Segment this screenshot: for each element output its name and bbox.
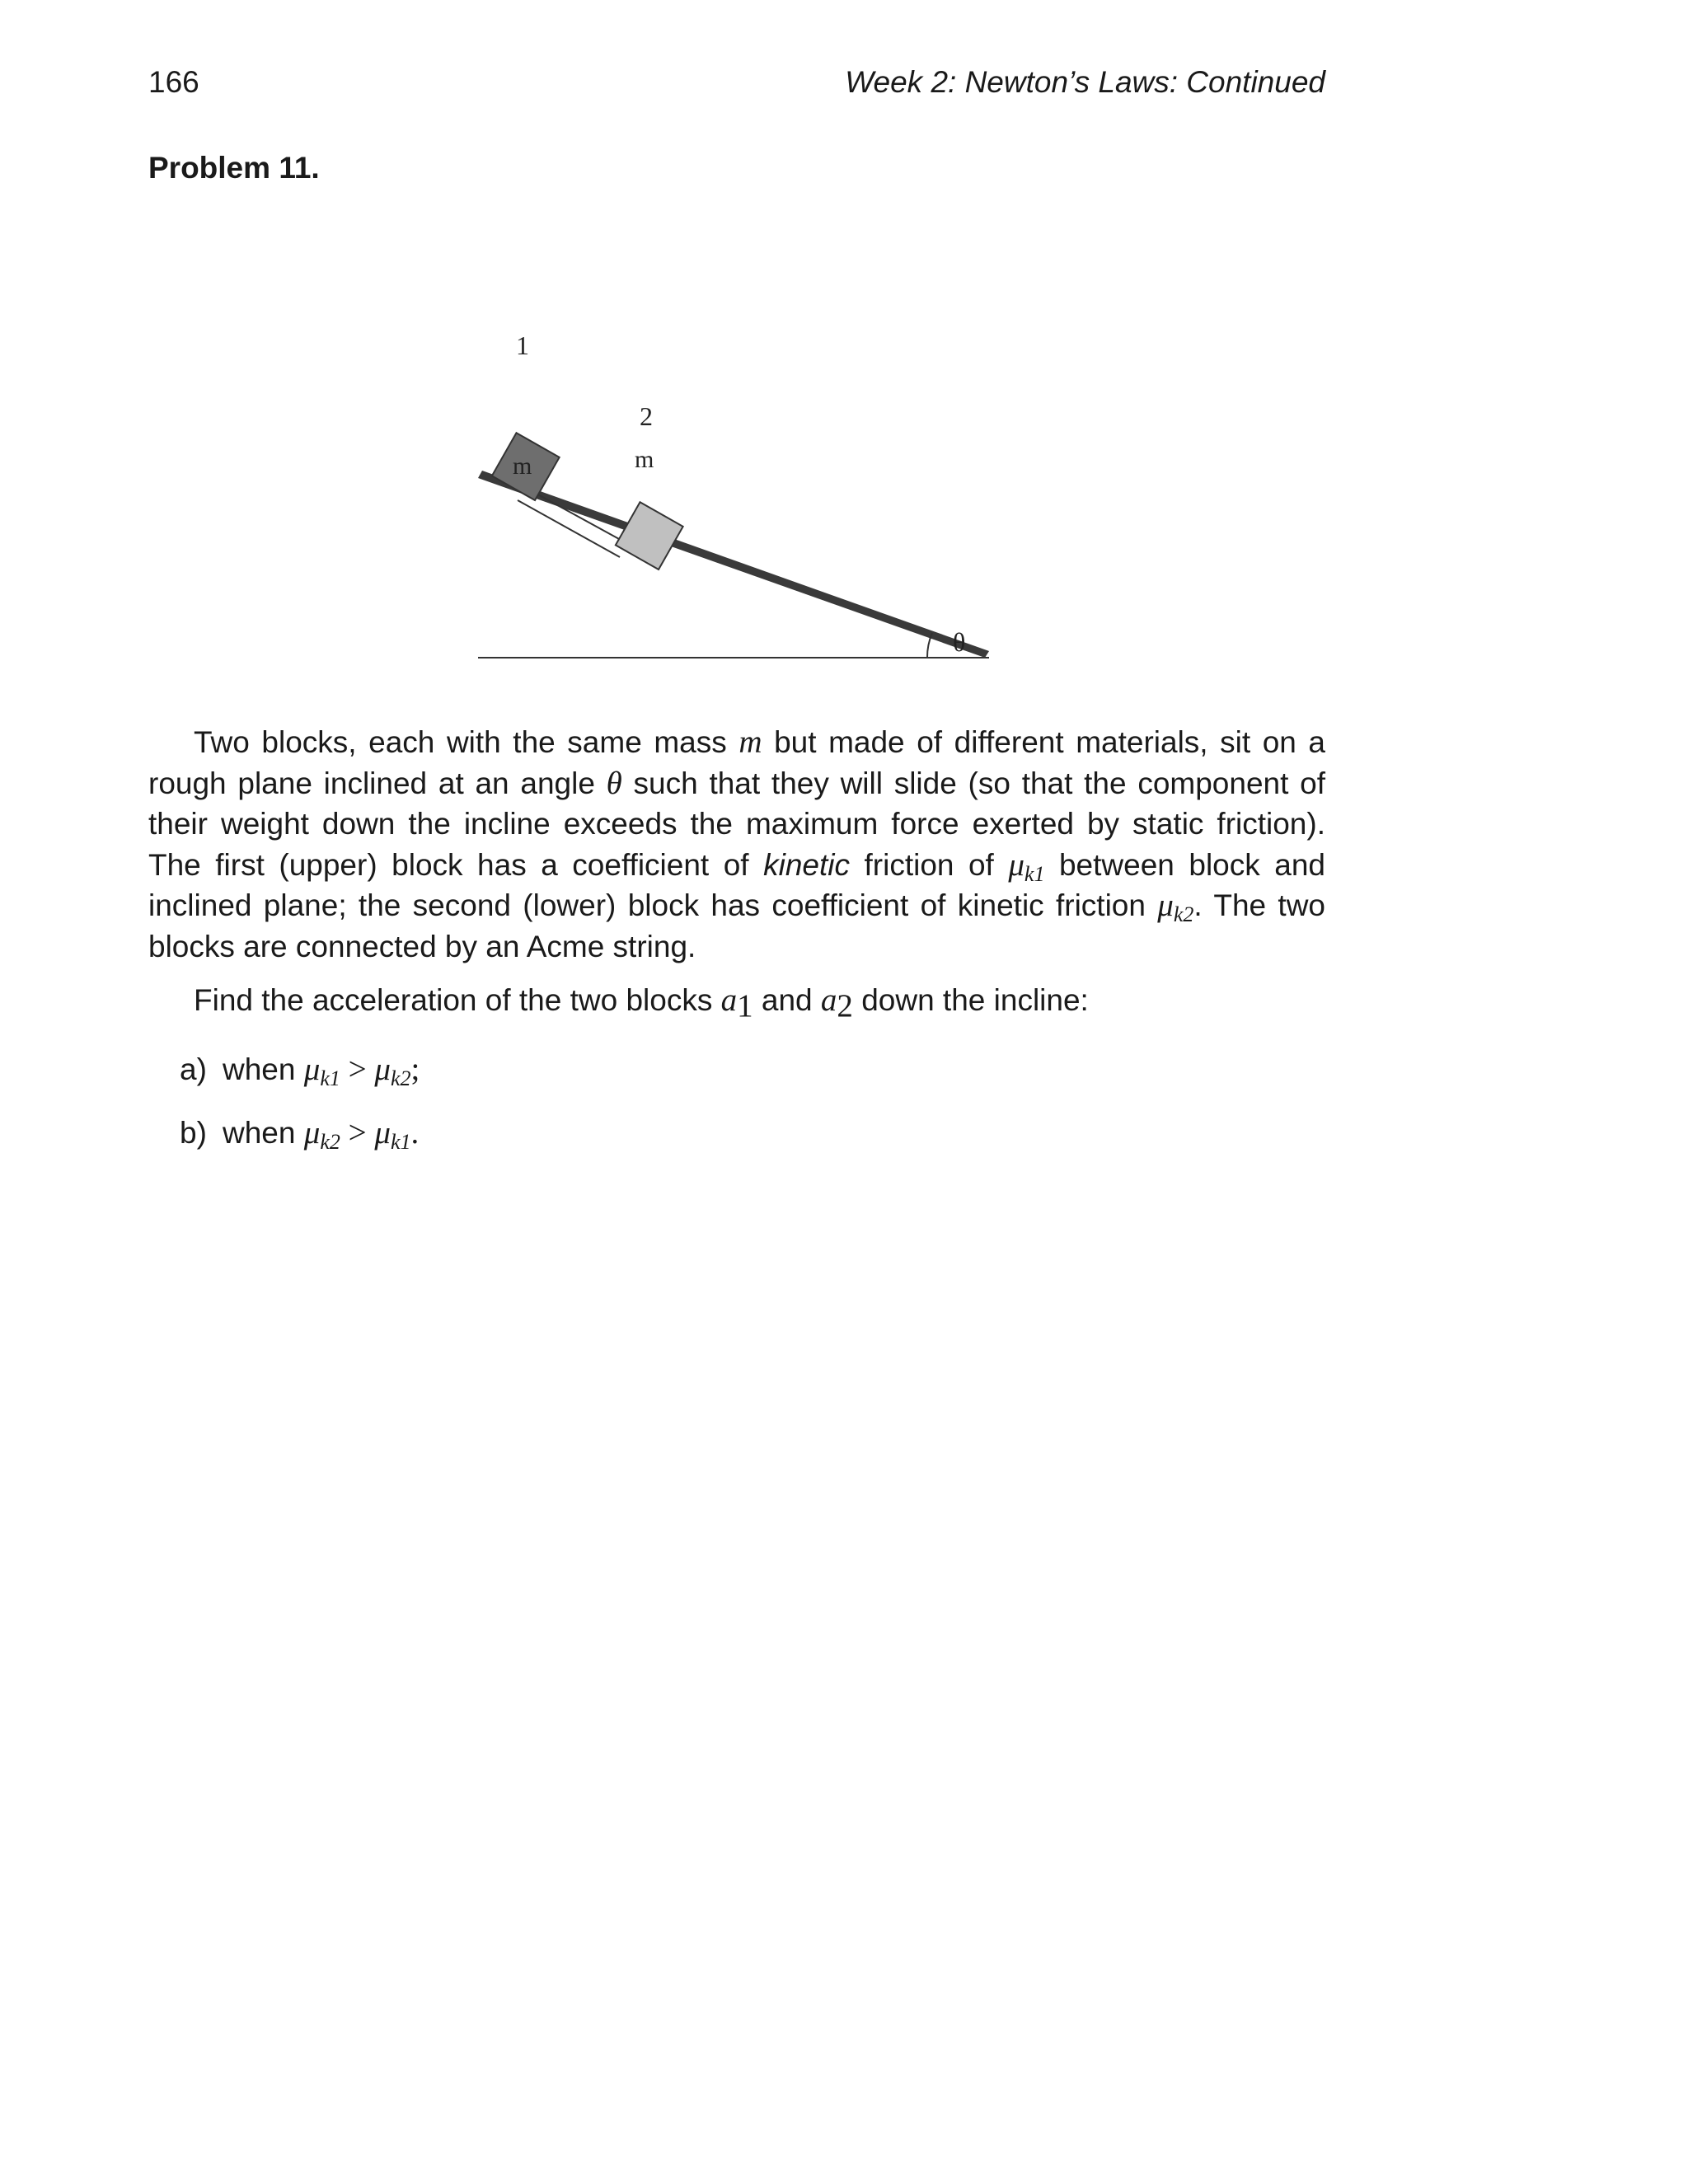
mu-symbol: μ: [1008, 846, 1025, 883]
text-run: but made of different materials, sit on a rough plane inclined at an angle: [148, 725, 1326, 800]
math-mu-k2: [1157, 888, 1194, 926]
subscript-k1: k1: [320, 1066, 340, 1090]
text-run: such that they will slide (so that the component of their weight down the incline exceeds the maximum force exerted by static friction). The first (upper) block has a coefficient of: [148, 766, 1325, 882]
subscript-k1: k1: [1024, 861, 1045, 886]
greater-than: >: [340, 1051, 375, 1087]
a-symbol: a: [820, 982, 837, 1018]
mu-symbol: μ: [374, 1115, 391, 1151]
subscript-k2: k2: [1173, 902, 1194, 926]
text-run: Find the acceleration of the two blocks: [194, 983, 721, 1017]
emphasis-kinetic: kinetic: [763, 847, 850, 882]
punctuation: ;: [410, 1051, 420, 1087]
incline-plane: [478, 471, 989, 658]
problem-paragraph-2: [148, 980, 1325, 1024]
problem-body: [148, 722, 1325, 1177]
sub-question-list: [148, 1049, 1325, 1154]
subscript-k2: k2: [390, 1066, 411, 1090]
connecting-string: [526, 488, 628, 544]
block-2-mass-label: m: [635, 446, 654, 473]
problem-title: Problem 11.: [148, 151, 320, 185]
math-mu-k1: [1008, 846, 1045, 886]
subscript-1: 1: [737, 988, 753, 1024]
subscript-k1: k1: [390, 1130, 411, 1154]
sub-question-a: [180, 1049, 1325, 1090]
mu-symbol: μ: [374, 1051, 391, 1087]
angle-label: θ: [953, 627, 966, 657]
text-run: . The two blocks are connected by an Acme string.: [148, 888, 1325, 963]
text-run: friction of: [849, 847, 1009, 882]
item-text: [223, 1049, 420, 1090]
item-label: b): [180, 1116, 207, 1150]
math-mu-k2: [374, 1051, 411, 1090]
running-header: Week 2: Newton’s Laws: Continued: [845, 65, 1325, 99]
math-a1: [720, 982, 753, 1024]
problem-paragraph-1: [148, 722, 1325, 967]
sub-question-b: [180, 1113, 1325, 1154]
page-number: 166: [148, 65, 199, 99]
block-2: [616, 502, 683, 569]
mu-symbol: μ: [1157, 888, 1174, 923]
math-m: m: [738, 724, 762, 760]
item-label: a): [180, 1052, 207, 1086]
text-run: when: [223, 1052, 304, 1086]
math-theta: θ: [606, 765, 622, 801]
item-text: [223, 1113, 419, 1154]
punctuation: .: [410, 1115, 420, 1151]
a-symbol: a: [720, 982, 738, 1018]
incline-figure: [462, 264, 1022, 676]
math-mu-k1: [374, 1115, 411, 1154]
block-2-body: [616, 502, 683, 569]
text-run: between block and inclined plane; the second (lower) block has coefficient of kinetic friction: [148, 847, 1325, 922]
math-mu-k1: [303, 1051, 340, 1090]
math-mu-k2: [303, 1115, 340, 1154]
math-a2: [820, 982, 853, 1024]
block-2-number: 2: [640, 401, 653, 431]
mu-symbol: μ: [303, 1115, 321, 1151]
subscript-2: 2: [837, 988, 853, 1024]
text-run: Two blocks, each with the same mass: [194, 725, 739, 759]
incline-diagram: [462, 264, 1022, 676]
greater-than: >: [340, 1115, 375, 1151]
text-run: and: [753, 983, 821, 1017]
mu-symbol: μ: [303, 1051, 321, 1087]
subscript-k2: k2: [320, 1130, 340, 1154]
block-1-mass-label: m: [513, 452, 532, 480]
block-1-number: 1: [516, 330, 529, 360]
text-run: when: [223, 1116, 304, 1150]
text-run: down the incline:: [852, 983, 1089, 1017]
